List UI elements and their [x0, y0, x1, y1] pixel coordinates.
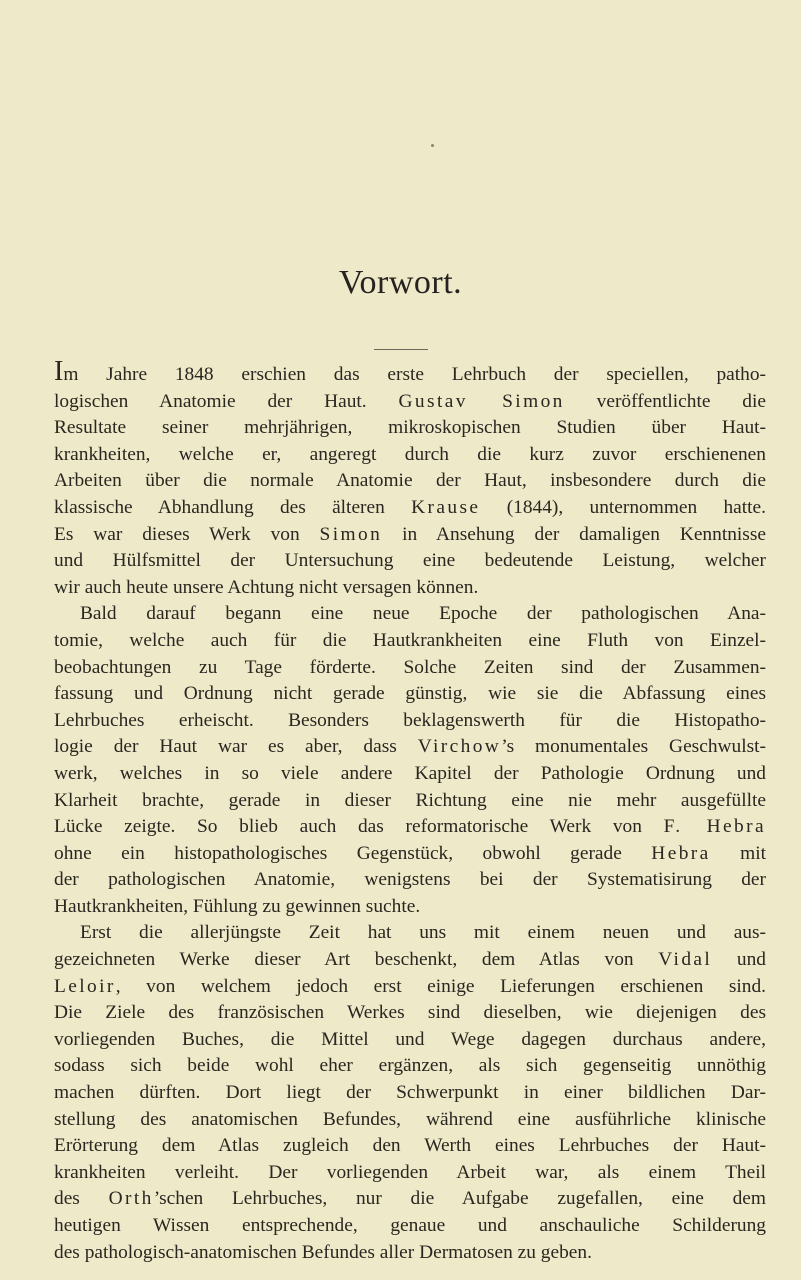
text-line: des pathologisch-anatomischen Befundes aller Dermatosen zu geben. [54, 1241, 592, 1263]
text-line: Klarheit brachte, gerade in dieser Richtung eine nie mehr ausgefüllte [54, 789, 766, 811]
text-line: Die Ziele des französischen Werkes sind dieselben, wie diejenigen des [54, 1002, 766, 1024]
text-line: krankheiten, welche er, angeregt durch die kurz zuvor erschienenen [54, 443, 766, 465]
text-line: Arbeiten über die normale Anatomie der Haut, insbesondere durch die [54, 470, 766, 492]
text-line: krankheiten verleiht. Der vorliegenden Arbeit war, als einem Theil [54, 1161, 766, 1183]
text-line: Es war dieses Werk von Simon in Ansehung der damaligen Kenntnisse [54, 523, 766, 545]
author-name: Virchow [417, 736, 502, 758]
author-name: Leloir [54, 975, 116, 997]
text-line: machen dürften. Dort liegt der Schwerpunkt in einer bildlichen Dar- [54, 1082, 766, 1104]
author-name: Krause [411, 496, 481, 518]
text-line: stellung des anatomischen Befundes, während eine ausführliche klinische [54, 1108, 766, 1130]
text-line: und Hülfsmittel der Untersuchung eine bedeutende Leistung, welcher [54, 550, 766, 572]
page-title: Vorwort. [338, 264, 463, 301]
text-line: werk, welches in so viele andere Kapitel der Pathologie Ordnung und [54, 762, 766, 784]
preface-text [54, 356, 766, 1266]
text-line: Leloir, von welchem jedoch erst einige Lieferungen erschienen sind. [54, 975, 766, 997]
text-line: Hautkrankheiten, Fühlung zu gewinnen suchte. [54, 895, 421, 917]
text-line: vorliegenden Buches, die Mittel und Wege dagegen durchaus andere, [54, 1028, 766, 1050]
text-line: Erörterung dem Atlas zugleich den Werth eines Lehrbuches der Haut- [54, 1135, 766, 1157]
text-line: Erst die allerjüngste Zeit hat uns mit einem neuen und aus- [80, 922, 766, 944]
text-line: Bald darauf begann eine neue Epoche der pathologischen Ana- [80, 603, 766, 625]
text-line: Resultate seiner mehrjährigen, mikroskopischen Studien über Haut- [54, 417, 766, 439]
text-line: Im Jahre 1848 erschien das erste Lehrbuch der speciellen, patho- [54, 356, 766, 387]
author-name: Vidal [658, 949, 713, 971]
author-name: Simon [319, 523, 383, 545]
text-line: heutigen Wissen entsprechende, genaue und anschauliche Schilderung [54, 1215, 766, 1236]
text-line: sodass sich beide wohl eher ergänzen, als sich gegenseitig unnöthig [54, 1055, 766, 1077]
text-line: tomie, welche auch für die Hautkrankheiten eine Fluth von Einzel- [54, 629, 766, 651]
text-line: ohne ein histopathologisches Gegenstück, obwohl gerade Hebra mit [54, 842, 766, 864]
text-line: klassische Abhandlung des älteren Krause (1844), unternommen hatte. [54, 496, 766, 518]
text-line: logischen Anatomie der Haut. Gustav Simon veröffentlichte die [54, 390, 766, 412]
author-name: Orth [108, 1188, 154, 1210]
text-line: beobachtungen zu Tage förderte. Solche Zeiten sind der Zusammen- [54, 656, 766, 678]
text-line: fassung und Ordnung nicht gerade günstig, wie sie die Abfassung eines [54, 683, 766, 705]
text-line: der pathologischen Anatomie, wenigstens bei der Systematisirung der [54, 869, 766, 891]
text-line: Lücke zeigte. So blieb auch das reformatorische Werk von F. Hebra [54, 816, 766, 838]
text-line: des Orth’schen Lehrbuches, nur die Aufgabe zugefallen, eine dem [54, 1188, 766, 1210]
text-line: Lehrbuches erheischt. Besonders beklagenswerth für die Histopatho- [54, 709, 766, 731]
text-line: logie der Haut war es aber, dass Virchow’s monumentales Geschwulst- [54, 736, 766, 758]
text-line: gezeichneten Werke dieser Art beschenkt, dem Atlas von Vidal und [54, 949, 766, 971]
drop-initial: I [54, 356, 64, 387]
print-speck [431, 144, 434, 147]
author-name: Gustav Simon [398, 390, 565, 412]
author-name: Hebra [651, 842, 711, 864]
text-line: wir auch heute unsere Achtung nicht versagen können. [54, 576, 479, 598]
author-name: F. Hebra [663, 816, 766, 838]
title-rule [374, 349, 428, 350]
